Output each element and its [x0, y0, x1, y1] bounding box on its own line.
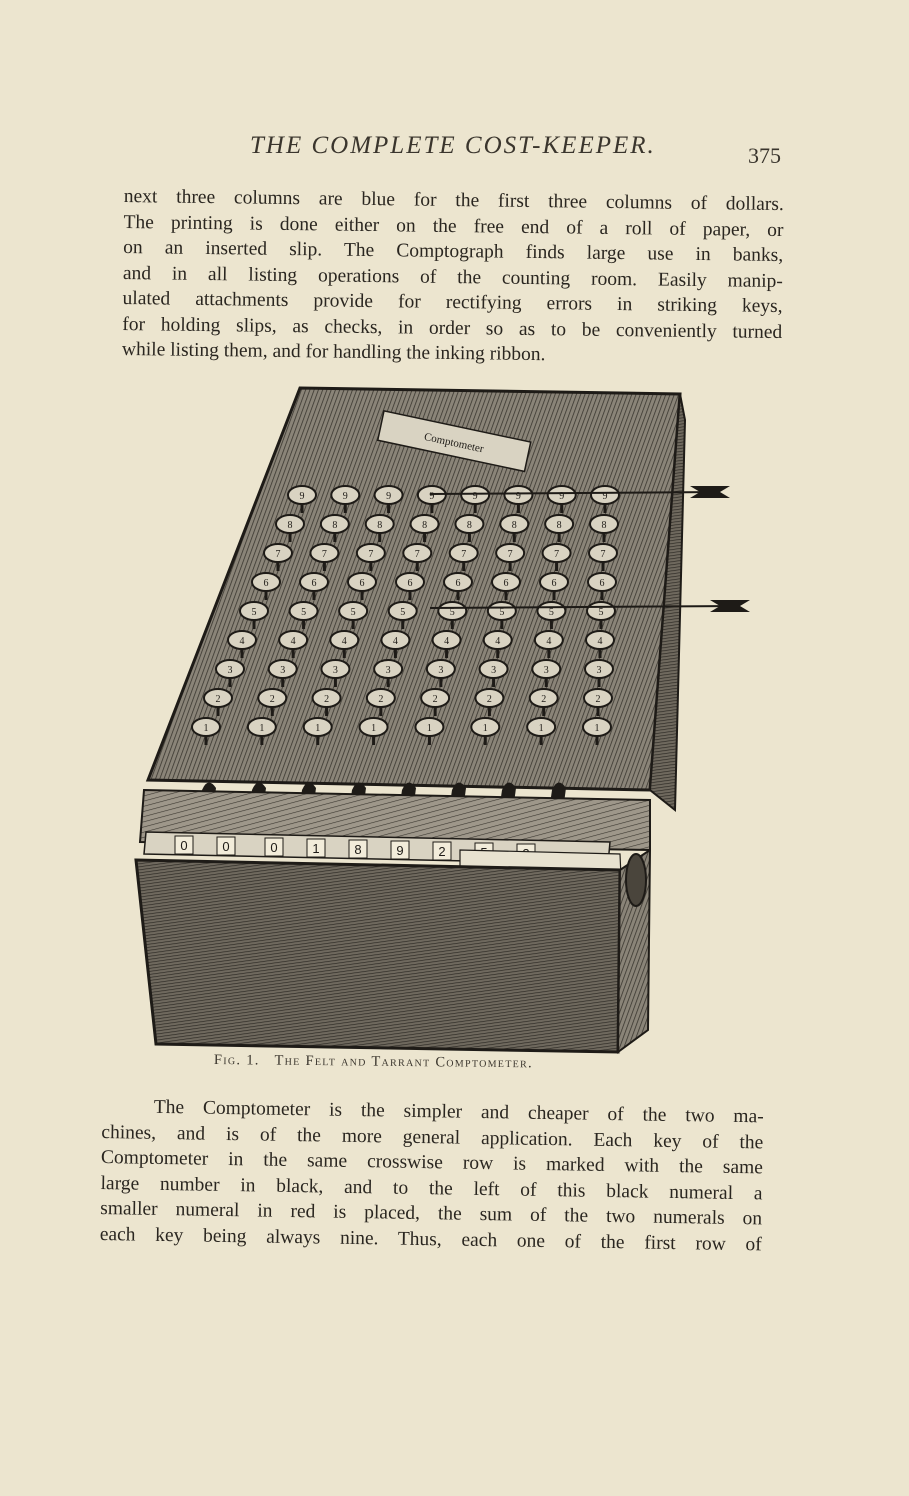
key-numeral: 7 — [554, 549, 560, 560]
text-line: each key being always nine. Thus, each one of the first row of — [99, 1223, 762, 1255]
text-line: smaller numeral in red is placed, the sum of the two numerals on — [100, 1197, 763, 1230]
register-digit: 1 — [312, 841, 320, 856]
key-numeral: 1 — [203, 723, 209, 734]
key-numeral: 2 — [432, 694, 438, 705]
paragraph-2 — [100, 1094, 764, 1257]
key-numeral: 5 — [548, 607, 554, 618]
key-numeral: 4 — [290, 636, 296, 647]
key-numeral: 7 — [321, 549, 327, 560]
key-numeral: 1 — [538, 723, 544, 734]
register-digit: 0 — [270, 840, 278, 855]
key-numeral: 9 — [515, 491, 521, 502]
text-line: The printing is done either on the free end of a roll of paper, or — [123, 211, 784, 241]
key-numeral: 6 — [263, 578, 269, 589]
key-numeral: 5 — [598, 607, 604, 618]
text-line: ulated attachments provide for rectifying errors in striking keys, — [122, 287, 783, 318]
nameplate-text: Comptometer — [422, 430, 485, 456]
text-line: on an inserted slip. The Comptograph finds large use in banks, — [123, 236, 784, 267]
key-numeral: 3 — [543, 665, 549, 676]
comptometer-engraving — [130, 380, 770, 1060]
key-numeral: 8 — [377, 520, 383, 531]
text-line: Comptometer in the same crosswise row is marked with the same — [100, 1146, 764, 1179]
key-numeral: 9 — [342, 491, 348, 502]
key-numeral: 7 — [368, 549, 374, 560]
key-numeral: 3 — [227, 665, 233, 676]
key-numeral: 7 — [507, 549, 513, 560]
key-numeral: 5 — [449, 607, 455, 618]
key-numeral: 3 — [280, 665, 286, 676]
text-line: while listing them, and for handling the inking ribbon. — [121, 338, 546, 366]
key-numeral: 3 — [332, 665, 338, 676]
caption-title: The Felt and Tarrant Comptometer. — [274, 1052, 534, 1072]
page-number: 375 — [748, 143, 781, 168]
key-numeral: 4 — [239, 636, 245, 647]
key-numeral: 4 — [495, 636, 501, 647]
key-numeral: 7 — [414, 549, 420, 560]
key-numeral: 3 — [491, 665, 497, 676]
key-numeral: 3 — [438, 665, 444, 676]
figure-caption — [214, 1052, 533, 1072]
key-numeral: 1 — [482, 723, 488, 734]
register-digit: 2 — [438, 844, 446, 859]
key-numeral: 1 — [371, 723, 377, 734]
paragraph-1 — [122, 184, 784, 371]
text-line: The Comptometer is the simpler and cheaper of the two ma- — [153, 1096, 764, 1128]
key-numeral: 2 — [486, 694, 492, 705]
key-numeral: 6 — [551, 578, 557, 589]
text-line: and in all listing operations of the counting room. Easily manip- — [122, 262, 783, 292]
key-numeral: 4 — [444, 636, 450, 647]
text-line: next three columns are blue for the first three columns of dollars. — [123, 185, 784, 216]
caption-figure-number: Fig. 1. — [213, 1052, 260, 1069]
key-numeral: 4 — [546, 636, 552, 647]
key-numeral: 1 — [594, 723, 600, 734]
key-numeral: 9 — [559, 491, 565, 502]
key-numeral: 8 — [287, 520, 293, 531]
key-numeral: 2 — [541, 694, 547, 705]
key-numeral: 3 — [596, 665, 602, 676]
key-numeral: 3 — [385, 665, 391, 676]
key-numeral: 8 — [556, 520, 562, 531]
key-numeral: 5 — [400, 607, 406, 618]
key-numeral: 6 — [311, 578, 317, 589]
key-numeral: 9 — [429, 491, 435, 502]
key-numeral: 1 — [426, 723, 432, 734]
key-numeral: 6 — [503, 578, 509, 589]
key-numeral: 8 — [332, 520, 338, 531]
key-numeral: 8 — [466, 520, 472, 531]
register-digit: 0 — [180, 838, 188, 853]
key-numeral: 6 — [407, 578, 413, 589]
key-numeral: 6 — [359, 578, 365, 589]
text-line: chines, and is of the more general application. Each key of the — [101, 1121, 764, 1153]
key-numeral: 2 — [595, 694, 601, 705]
key-numeral: 1 — [259, 723, 265, 734]
text-line: large number in black, and to the left of this black numeral a — [100, 1172, 763, 1204]
key-numeral: 9 — [299, 491, 305, 502]
key-numeral: 2 — [269, 694, 275, 705]
register-digit: 8 — [354, 842, 362, 857]
key-numeral: 4 — [597, 636, 603, 647]
key-numeral: 2 — [378, 694, 384, 705]
text-line: for holding slips, as checks, in order so as to be conveniently turned — [122, 313, 783, 343]
key-numeral: 5 — [350, 607, 356, 618]
key-numeral: 5 — [499, 607, 505, 618]
key-numeral: 6 — [455, 578, 461, 589]
key-numeral: 2 — [324, 694, 330, 705]
key-numeral: 9 — [386, 491, 392, 502]
register-digit: 9 — [396, 843, 404, 858]
key-numeral: 4 — [341, 636, 347, 647]
key-numeral: 8 — [511, 520, 517, 531]
running-title: THE COMPLETE COST-KEEPER. — [250, 132, 656, 159]
key-numeral: 2 — [215, 694, 221, 705]
key-numeral: 5 — [251, 607, 257, 618]
key-numeral: 9 — [602, 491, 608, 502]
key-numeral: 5 — [301, 607, 307, 618]
key-numeral: 4 — [392, 636, 398, 647]
key-numeral: 8 — [601, 520, 607, 531]
key-numeral: 9 — [472, 491, 478, 502]
register-digit: 0 — [222, 839, 230, 854]
comptometer-illustration — [130, 380, 770, 1060]
key-numeral: 1 — [315, 723, 321, 734]
key-numeral: 6 — [599, 578, 605, 589]
key-numeral: 8 — [422, 520, 428, 531]
key-numeral: 7 — [600, 549, 606, 560]
key-numeral: 7 — [461, 549, 467, 560]
key-numeral: 7 — [275, 549, 281, 560]
